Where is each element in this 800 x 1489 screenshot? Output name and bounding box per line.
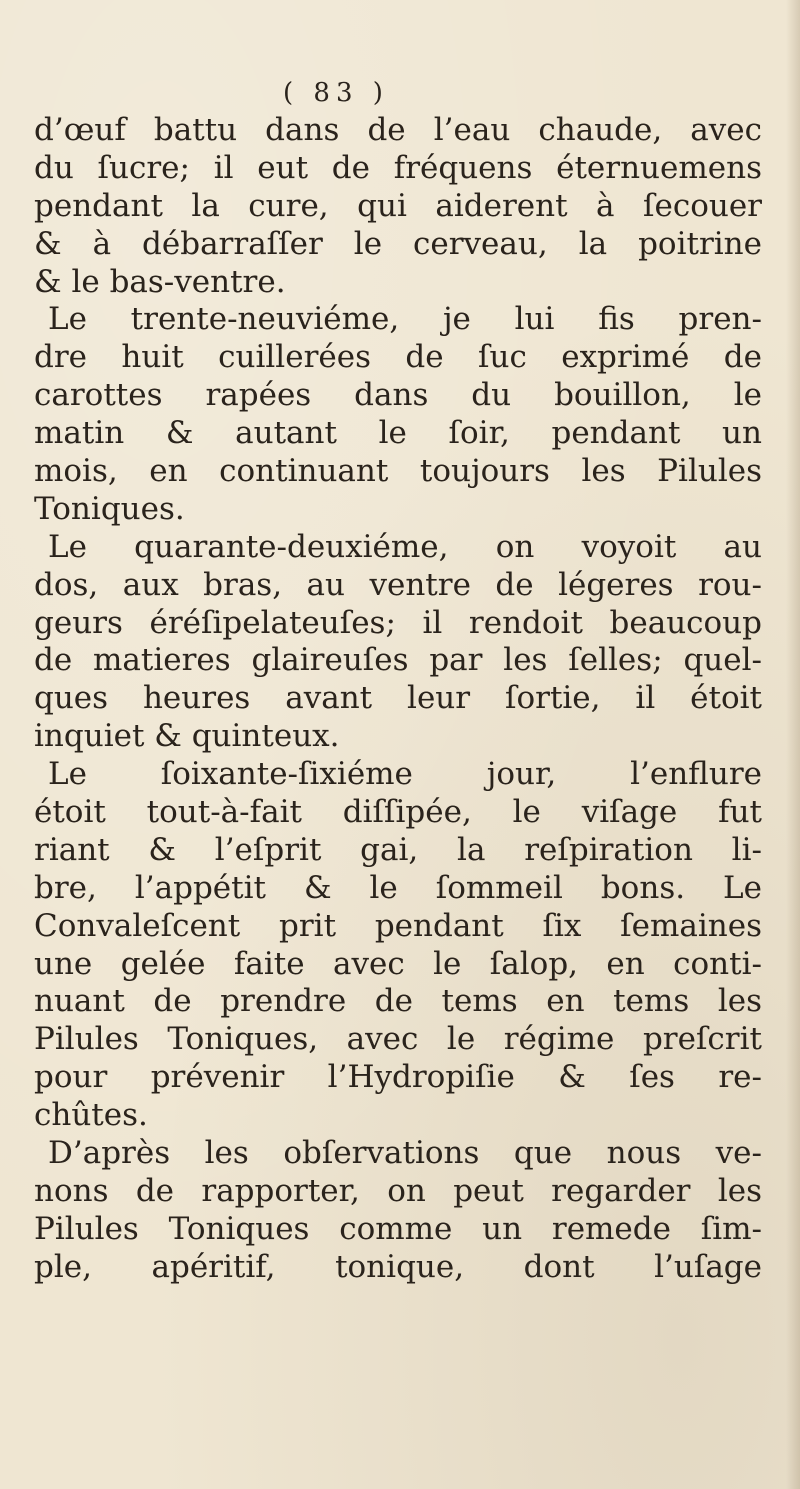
text-line: chûtes. bbox=[34, 1097, 148, 1134]
text-line: & à débarraſſer le cerveau, la poitrine bbox=[34, 225, 762, 262]
text-line: Le trente-neuviéme, je lui fis pren- bbox=[48, 301, 762, 338]
text-line: du ſucre; il eut de fréquens éternuemens bbox=[34, 149, 762, 186]
text-line: d’œuf battu dans de l’eau chaude, avec bbox=[34, 112, 762, 148]
text-line: ques heures avant leur ſortie, il étoit bbox=[34, 680, 762, 717]
text-line: Le ſoixante-ſixiéme jour, l’enflure bbox=[48, 756, 762, 793]
text-line: nuant de prendre de tems en tems les bbox=[34, 983, 762, 1020]
text-line: ple, apéritif, tonique, dont l’uſage bbox=[34, 1248, 762, 1285]
text-line: dos, aux bras, au ventre de légeres rou- bbox=[34, 566, 762, 603]
body-text bbox=[34, 112, 762, 1287]
text-line: matin & autant le ſoir, pendant un bbox=[34, 415, 762, 452]
text-line: geurs éréſipelateuſes; il rendoit beaucoup bbox=[34, 604, 762, 641]
text-line: bre, l’appétit & le ſommeil bons. Le bbox=[34, 869, 762, 906]
text-line: riant & l’eſprit gai, la reſpiration li- bbox=[34, 831, 762, 868]
text-line: mois, en continuant toujours les Pilules bbox=[34, 453, 762, 490]
text-line: nons de rapporter, on peut regarder les bbox=[34, 1172, 762, 1209]
text-line: Pilules Toniques comme un remede ſim- bbox=[34, 1210, 762, 1247]
text-line: pendant la cure, qui aiderent à ſecouer bbox=[34, 187, 762, 224]
text-line: carottes rapées dans du bouillon, le bbox=[34, 377, 762, 414]
text-line: D’après les obſervations que nous ve- bbox=[48, 1135, 762, 1172]
text-line: étoit tout-à-fait diſſipée, le viſage fut bbox=[34, 794, 762, 831]
text-line: Pilules Toniques, avec le régime preſcrit bbox=[34, 1021, 762, 1058]
text-line: pour prévenir l’Hydropiſie & ſes re- bbox=[34, 1059, 762, 1096]
text-line: dre huit cuillerées de ſuc exprimé de bbox=[34, 339, 762, 376]
text-line: une gelée faite avec le ſalop, en conti- bbox=[34, 945, 762, 982]
text-line: & le bas-ventre. bbox=[34, 263, 286, 300]
text-line: Convaleſcent prit pendant ſix ſemaines bbox=[34, 907, 762, 944]
text-line: Toniques. bbox=[34, 490, 185, 527]
text-line: Le quarante-deuxiéme, on voyoit au bbox=[48, 528, 762, 565]
page-edge-shadow bbox=[786, 0, 800, 1489]
page-number: ( 83 ) bbox=[283, 78, 389, 108]
text-line: de matieres glaireuſes par les ſelles; quel- bbox=[34, 642, 762, 679]
text-line: inquiet & quinteux. bbox=[34, 718, 340, 755]
